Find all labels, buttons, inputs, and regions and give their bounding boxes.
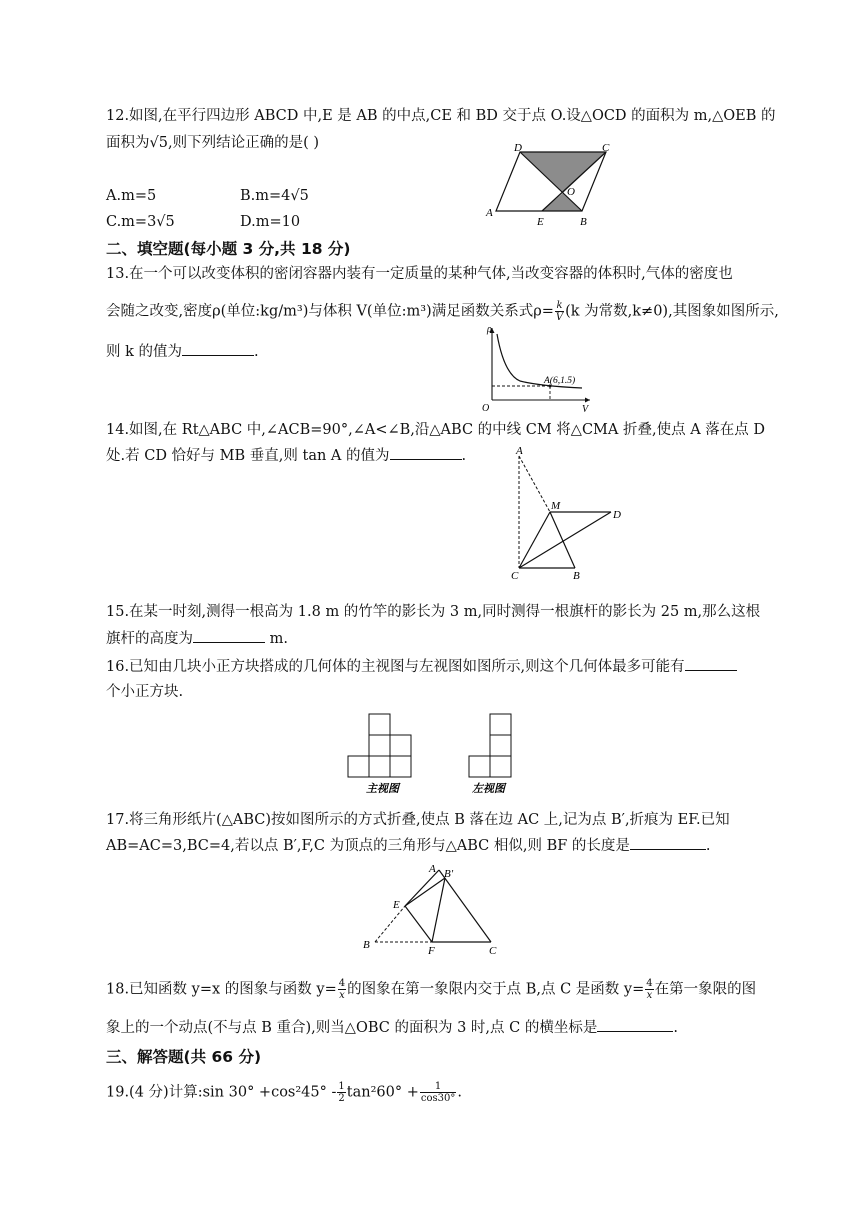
q19-period: . (457, 1084, 462, 1101)
fig14-label-d: D (613, 509, 621, 521)
q19-fraction-2 (420, 1081, 456, 1104)
q14-line-1: 14.如图,在 Rt△ABC 中,∠ACB=90°,∠A<∠B,沿△ABC 的中线 CM 将△CMA 折叠,使点 A 落在点 D (106, 422, 766, 438)
front-view-caption: 主视图 (366, 782, 399, 795)
q13-text-a: 会随之改变,密度ρ(单位:kg/m³)与体积 V(单位:m³)满足函数关系式ρ= (106, 303, 554, 320)
fig12-label-a: A (486, 207, 493, 219)
fig17-label-b: B (363, 939, 370, 951)
q12-option-d: D.m=10 (240, 214, 301, 230)
q13-answer-blank[interactable] (182, 341, 254, 356)
q18-frac2-num: 4 (646, 978, 653, 989)
q19-frac1-num: 1 (338, 1081, 345, 1092)
fig17-label-a: A (429, 863, 436, 875)
fig17-label-c: C (489, 945, 497, 954)
q12-option-a: A.m=5 (106, 188, 157, 204)
q15-unit: m. (265, 631, 288, 647)
q19-frac2-den: cos30° (420, 1093, 456, 1104)
q18-frac2-den: x (646, 990, 653, 1001)
q18-text-a: 18.已知函数 y=x 的图象与函数 y= (106, 981, 337, 998)
graph-origin-label: O (482, 403, 490, 414)
q15-line-2 (106, 628, 288, 649)
q18-text-d: 象上的一个动点(不与点 B 重合),则当△OBC 的面积为 3 时,点 C 的横坐标是 (106, 1020, 598, 1036)
left-view (469, 714, 511, 777)
density-volume-graph (478, 322, 596, 414)
q13-frac-num: k (556, 300, 563, 311)
q19-text-a: 19.(4 分)计算:sin 30° +cos²45° - (106, 1084, 337, 1101)
fig14-label-b: B (573, 570, 580, 582)
q13-line-3 (106, 341, 259, 362)
q13-period: . (254, 344, 259, 360)
q18-line-1 (106, 978, 756, 1001)
q18-line-2 (106, 1017, 678, 1038)
fig14-label-a: A (516, 445, 523, 457)
q12-line-2: 面积为√5,则下列结论正确的是( ) (106, 135, 319, 151)
fig12-label-e: E (537, 216, 544, 228)
q18-fraction-2 (645, 978, 653, 1001)
fig12-label-d: D (514, 142, 522, 154)
q17-answer-blank[interactable] (630, 835, 706, 850)
fold-paper-figure (360, 862, 510, 954)
parallelogram-figure (480, 140, 640, 232)
q15-answer-blank[interactable] (193, 628, 265, 643)
q12-line-1: 12.如图,在平行四边形 ABCD 中,E 是 AB 的中点,CE 和 BD 交于点 O.设△OCD 的面积为 m,△OEB 的 (106, 108, 776, 124)
q18-text-b: 的图象在第一象限内交于点 B,点 C 是函数 y= (347, 981, 645, 998)
q12-option-c: C.m=3√5 (106, 214, 175, 230)
fig14-label-m: M (551, 500, 561, 512)
fold-triangle-figure (505, 440, 635, 585)
q14-text: 处.若 CD 恰好与 MB 垂直,则 tan A 的值为 (106, 448, 390, 464)
fig12-label-c: C (602, 142, 610, 154)
front-view (348, 714, 411, 777)
q13-line-1: 13.在一个可以改变体积的密闭容器内装有一定质量的某种气体,当改变容器的体积时,气体的密度也 (106, 266, 733, 282)
q19-fraction-1 (337, 1081, 345, 1104)
q18-fraction-1 (338, 978, 346, 1001)
q17-text: AB=AC=3,BC=4,若以点 B′,F,C 为顶点的三角形与△ABC 相似,则 BF 的长度是 (106, 838, 630, 854)
graph-point-label: A(6,1.5) (544, 376, 576, 386)
q19-line (106, 1081, 462, 1104)
q14-period: . (461, 448, 467, 464)
q16-text: 16.已知由几块小正方块搭成的几何体的主视图与左视图如图所示,则这个几何体最多可能有 (106, 659, 685, 675)
q13-fraction (555, 300, 564, 323)
q13-text-c: 则 k 的值为 (106, 344, 183, 360)
q19-frac2-num: 1 (420, 1081, 456, 1093)
section-heading-fill-in: 二、填空题(每小题 3 分,共 18 分) (106, 240, 351, 258)
fig17-label-e: E (393, 899, 400, 911)
q16-line-2: 个小正方块. (106, 684, 184, 700)
fig12-label-b: B (580, 216, 587, 228)
q16-answer-blank[interactable] (685, 656, 737, 671)
q15-line-1: 15.在某一时刻,测得一根高为 1.8 m 的竹竿的影长为 3 m,同时测得一根旗杆的影长为 25 m,那么这根 (106, 604, 761, 620)
section-heading-solutions: 三、解答题(共 66 分) (106, 1048, 262, 1066)
q13-line-2 (106, 300, 779, 323)
q13-frac-den: V (555, 312, 564, 323)
q18-period: . (673, 1020, 678, 1036)
q15-text: 旗杆的高度为 (106, 631, 193, 647)
q17-period: . (705, 838, 711, 854)
q19-text-b: tan²60° + (346, 1084, 419, 1101)
q18-frac1-den: x (339, 990, 345, 1001)
q14-line-2 (106, 445, 466, 466)
three-views-figure (340, 708, 540, 798)
q17-line-2 (106, 835, 711, 856)
graph-x-axis-label: V (582, 404, 589, 414)
fig17-label-f: F (428, 945, 435, 954)
q13-text-b: (k 为常数,k≠0),其图象如图所示, (565, 303, 779, 320)
fig14-label-c: C (511, 570, 519, 582)
fig12-label-o: O (567, 186, 575, 198)
q19-frac1-den: 2 (338, 1093, 345, 1104)
graph-y-axis-label: ρ (487, 324, 492, 335)
q18-text-c: 在第一象限的图 (654, 981, 757, 998)
q18-frac1-num: 4 (338, 978, 346, 989)
left-view-caption: 左视图 (472, 782, 505, 795)
q16-line-1 (106, 656, 737, 677)
q18-answer-blank[interactable] (597, 1017, 673, 1032)
q17-line-1: 17.将三角形纸片(△ABC)按如图所示的方式折叠,使点 B 落在边 AC 上,记为点 B′,折痕为 EF.已知 (106, 812, 730, 828)
q12-option-b: B.m=4√5 (240, 188, 309, 204)
q14-answer-blank[interactable] (390, 445, 462, 460)
fig17-label-b-prime: B′ (444, 868, 454, 880)
